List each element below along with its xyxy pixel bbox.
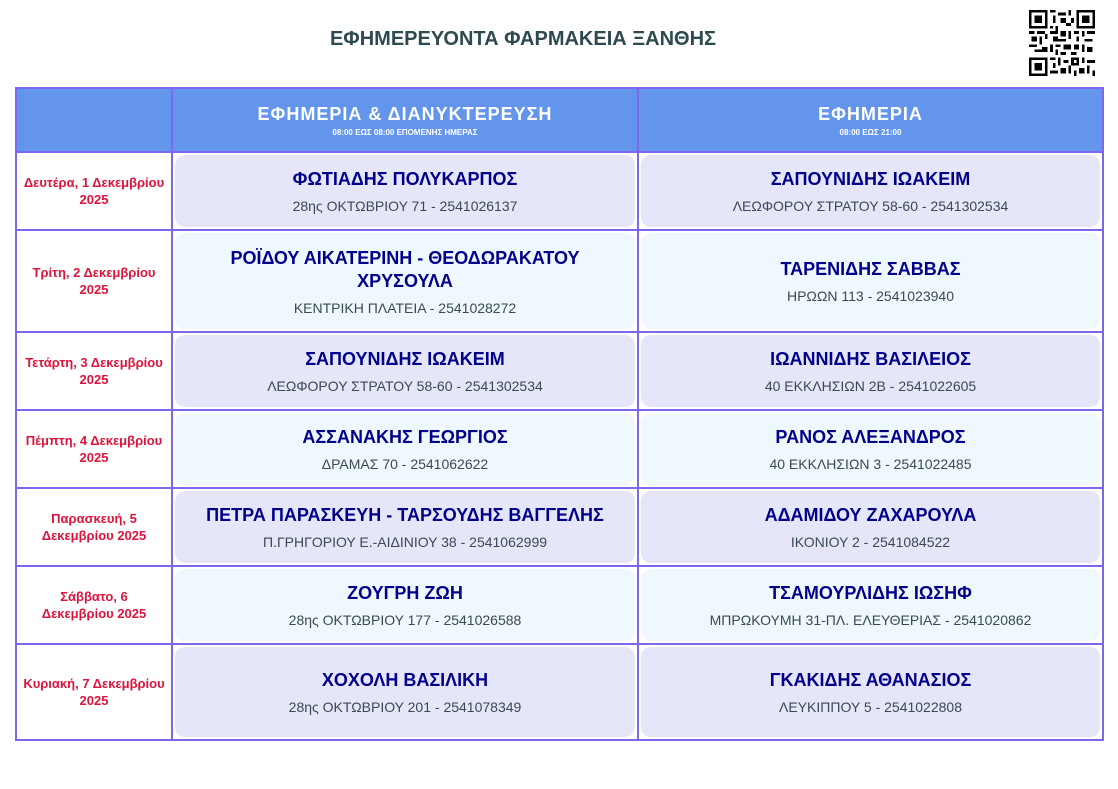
pharmacy-address: 40 ΕΚΚΛΗΣΙΩΝ 3 - 2541022485 (769, 456, 972, 472)
pharmacy-name: ΠΕΤΡΑ ΠΑΡΑΣΚΕΥΗ - ΤΑΡΣΟΥΔΗΣ ΒΑΓΓΕΛΗΣ (206, 505, 604, 525)
pharmacy-address: 28ης ΟΚΤΩΒΡΙΟΥ 177 - 2541026588 (288, 612, 522, 628)
pharmacy-address: ΛΕΥΚΙΠΠΟΥ 5 - 2541022808 (779, 699, 962, 715)
row-date: Τρίτη, 2 Δεκεμβρίου 2025 (16, 230, 172, 332)
pharmacy-address: 28ης ΟΚΤΩΒΡΙΟΥ 201 - 2541078349 (288, 699, 522, 715)
row-date: Παρασκευή, 5 Δεκεμβρίου 2025 (16, 488, 172, 566)
table-row (16, 230, 1103, 332)
pharmacy-name: ΡΟΪΔΟΥ ΑΙΚΑΤΕΡΙΝΗ - ΘΕΟΔΩΡΑΚΑΤΟΥ ΧΡΥΣΟΥΛΑ (230, 247, 580, 291)
table-header-row (16, 88, 1103, 152)
header-day-duty (638, 88, 1103, 152)
night-pharmacy-cell (172, 566, 638, 644)
pharmacy-name: ΖΟΥΓΡΗ ΖΩΗ (347, 583, 463, 603)
day-pharmacy-cell (638, 566, 1103, 644)
day-pharmacy-cell (638, 488, 1103, 566)
header-empty-cell (16, 88, 172, 152)
pharmacy-name: ΡΑΝΟΣ ΑΛΕΞΑΝΔΡΟΣ (775, 427, 966, 447)
qr-code (1028, 10, 1096, 76)
pharmacy-address: ΔΡΑΜΑΣ 70 - 2541062622 (321, 456, 489, 472)
row-date: Δευτέρα, 1 Δεκεμβρίου 2025 (16, 152, 172, 230)
pharmacy-name: ΓΚΑΚΙΔΗΣ ΑΘΑΝΑΣΙΟΣ (769, 670, 972, 690)
pharmacy-name: ΧΟΧΟΛΗ ΒΑΣΙΛΙΚΗ (321, 670, 489, 690)
pharmacy-name: ΤΑΡΕΝΙΔΗΣ ΣΑΒΒΑΣ (780, 259, 961, 279)
pharmacy-address: ΛΕΩΦΟΡΟΥ ΣΤΡΑΤΟΥ 58-60 - 2541302534 (267, 378, 543, 394)
table-row (16, 644, 1103, 740)
table-row (16, 332, 1103, 410)
pharmacy-name: ΑΔΑΜΙΔΟΥ ΖΑΧΑΡΟΥΛΑ (764, 505, 977, 525)
night-pharmacy-cell (172, 332, 638, 410)
table-row (16, 152, 1103, 230)
header-night-title: ΕΦΗΜΕΡΙΑ & ΔΙΑΝΥΚΤΕΡΕΥΣΗ (257, 103, 553, 124)
pharmacy-address: 40 ΕΚΚΛΗΣΙΩΝ 2Β - 2541022605 (764, 378, 977, 394)
pharmacy-name: ΣΑΠΟΥΝΙΔΗΣ ΙΩΑΚΕΙΜ (770, 169, 971, 189)
pharmacy-address: ΛΕΩΦΟΡΟΥ ΣΤΡΑΤΟΥ 58-60 - 2541302534 (732, 198, 1009, 214)
night-pharmacy-cell (172, 644, 638, 740)
night-pharmacy-cell (172, 410, 638, 488)
row-date: Πέμπτη, 4 Δεκεμβρίου 2025 (16, 410, 172, 488)
night-pharmacy-cell (172, 152, 638, 230)
day-pharmacy-cell (638, 332, 1103, 410)
row-date: Σάββατο, 6 Δεκεμβρίου 2025 (16, 566, 172, 644)
pharmacy-address: Π.ΓΡΗΓΟΡΙΟΥ Ε.-ΑΙΔΙΝΙΟΥ 38 - 2541062999 (262, 534, 548, 550)
table-row (16, 566, 1103, 644)
pharmacy-address: 28ης ΟΚΤΩΒΡΙΟΥ 71 - 2541026137 (292, 198, 518, 214)
page-title: ΕΦΗΜΕΡΕΥΟΝΤΑ ΦΑΡΜΑΚΕΙΑ ΞΑΝΘΗΣ (329, 28, 717, 50)
pharmacy-name: ΑΣΣΑΝΑΚΗΣ ΓΕΩΡΓΙΟΣ (302, 427, 508, 447)
pharmacy-address: ΙΚΟΝΙΟΥ 2 - 2541084522 (790, 534, 951, 550)
header-day-title: ΕΦΗΜΕΡΙΑ (818, 103, 923, 124)
header-day-hours: 08:00 ΕΩΣ 21:00 (839, 127, 902, 137)
pharmacy-address: ΚΕΝΤΡΙΚΗ ΠΛΑΤΕΙΑ - 2541028272 (293, 299, 517, 316)
day-pharmacy-cell (638, 230, 1103, 332)
header-night-hours: 08:00 ΕΩΣ 08:00 ΕΠΟΜΕΝΗΣ ΗΜΕΡΑΣ (332, 127, 478, 137)
header-night-duty (172, 88, 638, 152)
duty-table (15, 87, 1104, 741)
day-pharmacy-cell (638, 410, 1103, 488)
pharmacy-address: ΗΡΩΩΝ 113 - 2541023940 (786, 288, 954, 304)
table-row (16, 410, 1103, 488)
row-date: Τετάρτη, 3 Δεκεμβρίου 2025 (16, 332, 172, 410)
pharmacy-name: ΤΣΑΜΟΥΡΛΙΔΗΣ ΙΩΣΗΦ (769, 583, 972, 603)
table-row (16, 488, 1103, 566)
pharmacy-name: ΦΩΤΙΑΔΗΣ ΠΟΛΥΚΑΡΠΟΣ (292, 169, 518, 189)
pharmacy-name: ΙΩΑΝΝΙΔΗΣ ΒΑΣΙΛΕΙΟΣ (770, 349, 971, 369)
night-pharmacy-cell (172, 488, 638, 566)
pharmacy-address: ΜΠΡΩΚΟΥΜΗ 31-ΠΛ. ΕΛΕΥΘΕΡΙΑΣ - 2541020862 (709, 612, 1032, 628)
day-pharmacy-cell (638, 644, 1103, 740)
pharmacy-name: ΣΑΠΟΥΝΙΔΗΣ ΙΩΑΚΕΙΜ (305, 349, 505, 369)
day-pharmacy-cell (638, 152, 1103, 230)
row-date: Κυριακή, 7 Δεκεμβρίου 2025 (16, 644, 172, 740)
night-pharmacy-cell (172, 230, 638, 332)
